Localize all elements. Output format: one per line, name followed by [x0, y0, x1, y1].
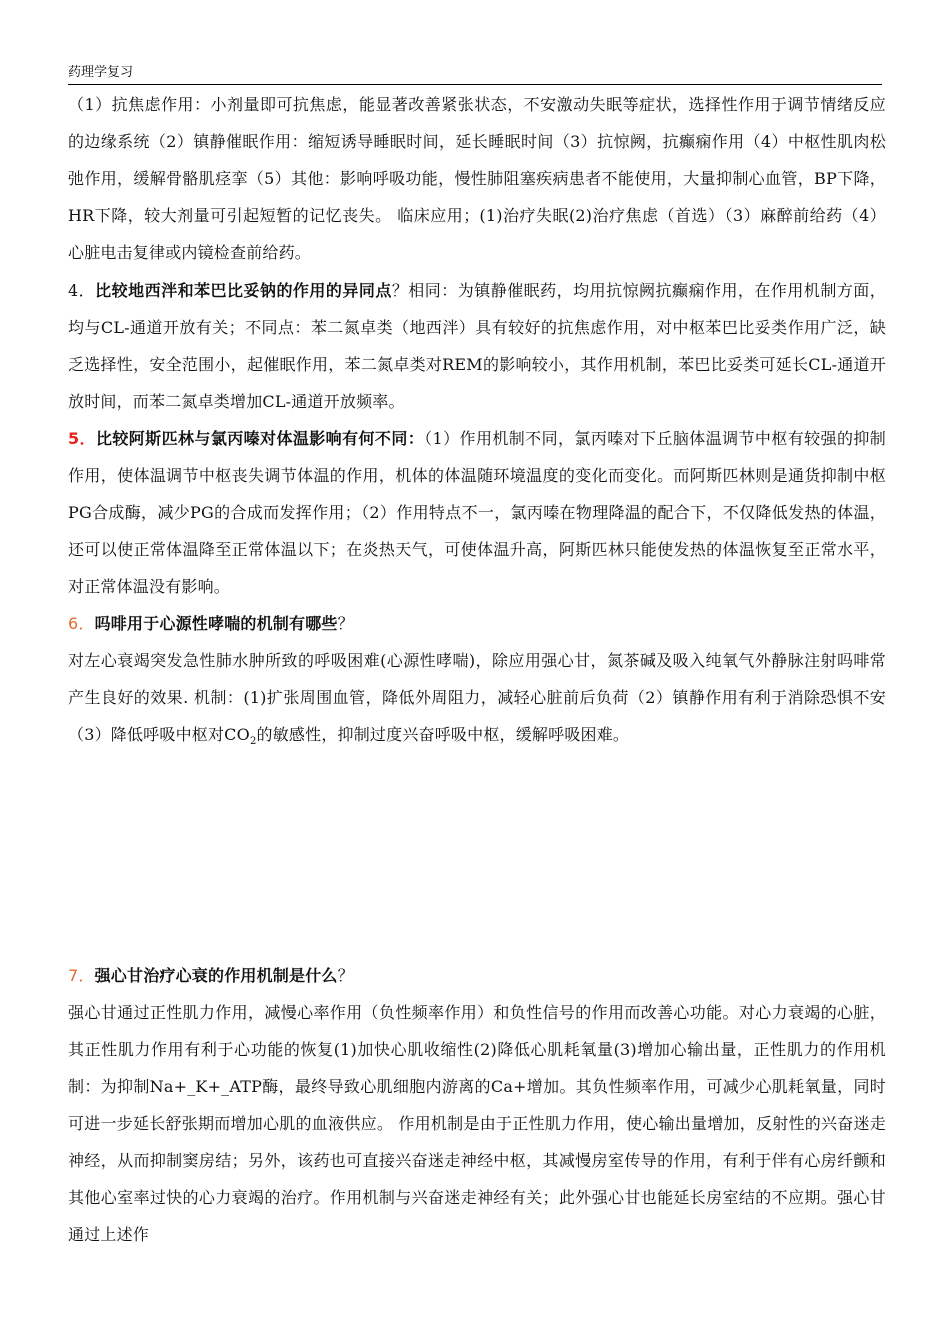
question-5-body: （1）作用机制不同，氯丙嗪对下丘脑体温调节中枢有较强的抑制作用，使体温调节中枢丧失调节体温的作用，机体的体温随环境温度的变化而变化。而阿斯匹林则是通货抑制中枢PG合成酶，减少PG的合成而发挥作用；（2）作用特点不一，氯丙嗪在物理降温的配合下，不仅降低发热的体温，还可以使正常体温降至正常体温以下；在炎热天气，可使体温升高，阿斯匹林只能使发热的体温恢复至正常水平，对正常体温没有影响。 — [68, 429, 886, 596]
question-6-answer — [68, 642, 886, 760]
question-5-title: 比较阿斯匹林与氯丙嗪对体温影响有何不同： — [95, 429, 425, 448]
question-4 — [68, 272, 886, 420]
question-5-number: 5． — [68, 429, 96, 448]
question-6-title: 吗啡用于心源性哮喘的机制有哪些 — [94, 614, 338, 633]
question-7-number: 7． — [68, 966, 95, 985]
paragraph-text: （1）抗焦虑作用：小剂量即可抗焦虑，能显著改善紧张状态，不安激动失眠等症状，选择性作用于调节情绪反应的边缘系统（2）镇静催眠作用：缩短诱导睡眠时间，延长睡眠时间（3）抗惊阙，抗癫痫作用（4）中枢性肌肉松弛作用，缓解骨骼肌痉挛（5）其他：影响呼吸功能，慢性肺阻塞疾病患者不能使用，大量抑制心血管，BP下降，HR下降，较大剂量可引起短暂的记忆丧失。 临床应用；(1)治疗失眠(2)治疗焦虑（首选）（3）麻醉前给药（4）心脏电击复律或内镜检查前给药。 — [68, 95, 886, 262]
question-6-qmark: ？ — [337, 614, 354, 633]
question-7-answer — [68, 994, 886, 1253]
co2-subscript: 2 — [249, 736, 257, 748]
question-6-body-b: 的敏感性，抑制过度兴奋呼吸中枢，缓解呼吸困难。 — [256, 725, 630, 744]
question-6-number: 6． — [68, 614, 95, 633]
question-7-title: 强心甘治疗心衰的作用机制是什么 — [94, 966, 338, 985]
paragraph-benzodiazepine-effects — [68, 86, 886, 271]
question-6-body-a: 对左心衰竭突发急性肺水肿所致的呼吸困难(心源性哮喘)，除应用强心甘，氮茶碱及吸入纯氧气外静脉注射吗啡常产生良好的效果. 机制：(1)扩张周围血管，降低外周阻力，减轻心脏前后负荷（2）镇静作用有利于消除恐惧不安（3）降低呼吸中枢对CO — [68, 651, 886, 744]
question-4-body: ？相同：为镇静催眠药，均用抗惊阙抗癫痫作用，在作用机制方面，均与CL-通道开放有关；不同点：苯二氮卓类（地西泮）具有较好的抗焦虑作用，对中枢苯巴比妥类作用广泛，缺乏选择性，安全范围小，起催眠作用，苯二氮卓类对REM的影响较小，其作用机制，苯巴比妥类可延长CL-通道开放时间，而苯二氮卓类增加CL-通道开放频率。 — [68, 281, 886, 411]
question-5 — [68, 420, 886, 605]
question-7-body: 强心甘通过正性肌力作用，减慢心率作用（负性频率作用）和负性信号的作用而改善心功能。对心力衰竭的心脏，其正性肌力作用有利于心功能的恢复(1)加快心肌收缩性(2)降低心肌耗氧量(3)增加心输出量，正性肌力的作用机制：为抑制Na+_K+_ATP酶，最终导致心肌细胞内游离的Ca+增加。其负性频率作用，可减少心肌耗氧量，同时可进一步延长舒张期而增加心肌的血液供应。 作用机制是由于正性肌力作用，使心输出量增加，反射性的兴奋迷走神经，从而抑制窦房结；另外，该药也可直接兴奋迷走神经中枢，其减慢房室传导的作用，有利于伴有心房纤颤和其他心室率过快的心力衰竭的治疗。作用机制与兴奋迷走神经有关；此外强心甘也能延长房室结的不应期。强心甘通过上述作 — [68, 1003, 886, 1244]
question-7-heading — [68, 957, 886, 994]
question-6-heading — [68, 605, 886, 642]
header-title: 药理学复习 — [68, 65, 134, 80]
question-4-title: 比较地西泮和苯巴比妥钠的作用的异同点 — [95, 281, 392, 300]
question-7-qmark: ？ — [337, 966, 354, 985]
question-4-number: 4． — [68, 281, 96, 300]
page-header — [68, 64, 882, 85]
